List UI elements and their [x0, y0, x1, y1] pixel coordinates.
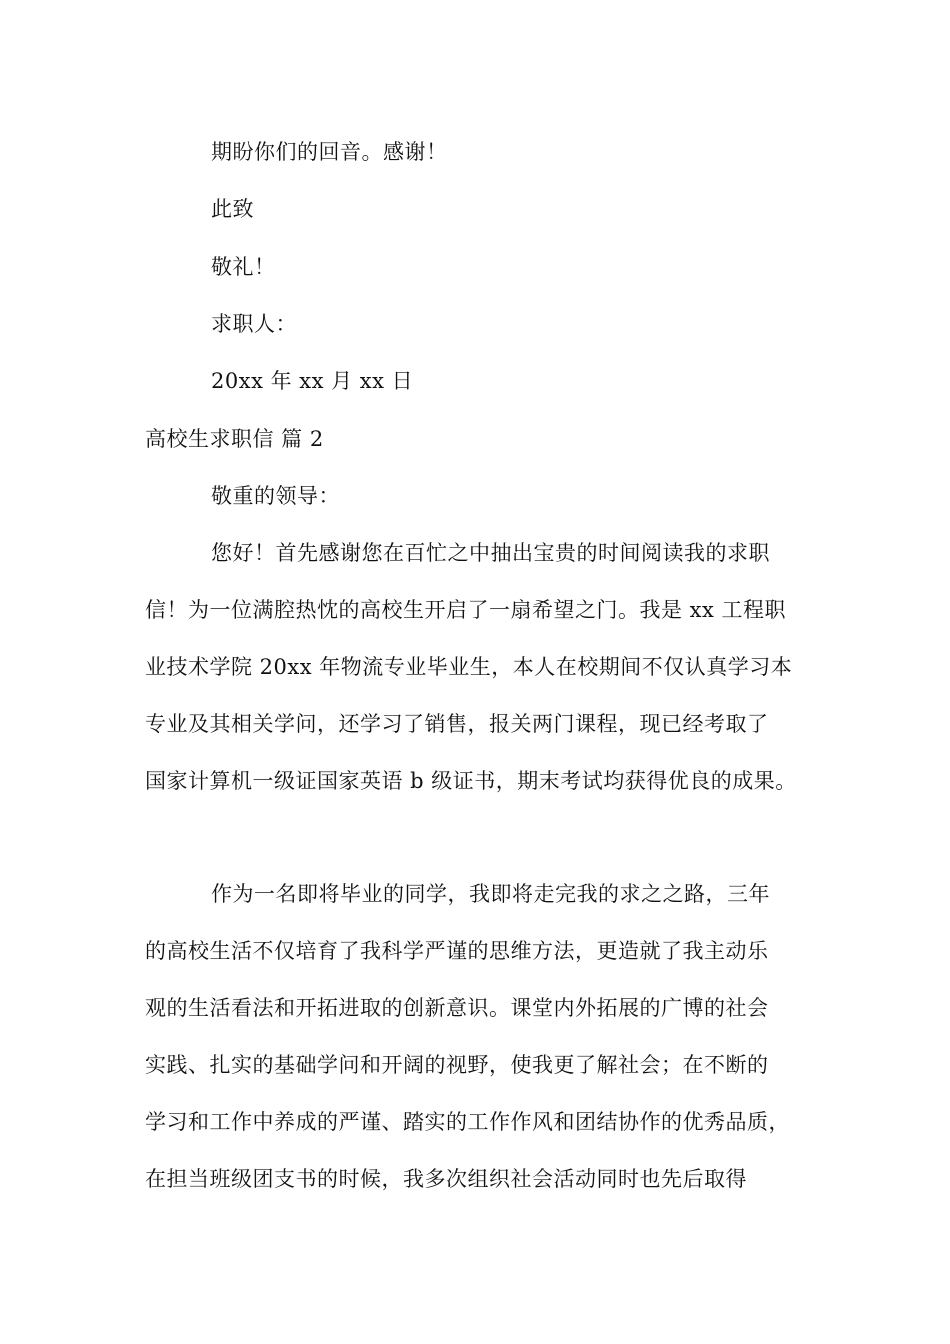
letter-date: 20xx 年 xx 月 xx 日	[211, 369, 414, 393]
closing-line-thanks: 期盼你们的回音。感谢！	[211, 140, 448, 164]
paragraph-line: 学习和工作中养成的严谨、踏实的工作作风和团结协作的优秀品质，	[145, 1110, 790, 1134]
section-heading: 高校生求职信 篇 2	[145, 427, 324, 451]
paragraph-line: 国家计算机一级证国家英语 b 级证书，期末考试均获得优良的成果。	[145, 769, 797, 793]
paragraph-line: 观的生活看法和开拓进取的创新意识。课堂内外拓展的广博的社会	[145, 996, 769, 1020]
salutation: 敬重的领导：	[211, 484, 340, 508]
paragraph-line: 信！为一位满腔热忱的高校生开启了一扇希望之门。我是 xx 工程职	[145, 598, 787, 622]
applicant-label: 求职人：	[211, 312, 297, 336]
paragraph-line: 专业及其相关学问，还学习了销售，报关两门课程，现已经考取了	[145, 712, 769, 736]
paragraph-line: 业技术学院 20xx 年物流专业毕业生，本人在校期间不仅认真学习本	[145, 655, 793, 679]
paragraph-line: 作为一名即将毕业的同学，我即将走完我的求之之路，三年	[211, 882, 770, 906]
closing-line-cizhi: 此致	[211, 197, 254, 221]
paragraph-line: 在担当班级团支书的时候，我多次组织社会活动同时也先后取得	[145, 1167, 747, 1191]
paragraph-line: 实践、扎实的基础学问和开阔的视野，使我更了解社会；在不断的	[145, 1053, 769, 1077]
paragraph-line: 的高校生活不仅培育了我科学严谨的思维方法，更造就了我主动乐	[145, 939, 769, 963]
closing-line-jingli: 敬礼！	[211, 255, 276, 279]
paragraph-line: 您好！首先感谢您在百忙之中抽出宝贵的时间阅读我的求职	[211, 541, 770, 565]
